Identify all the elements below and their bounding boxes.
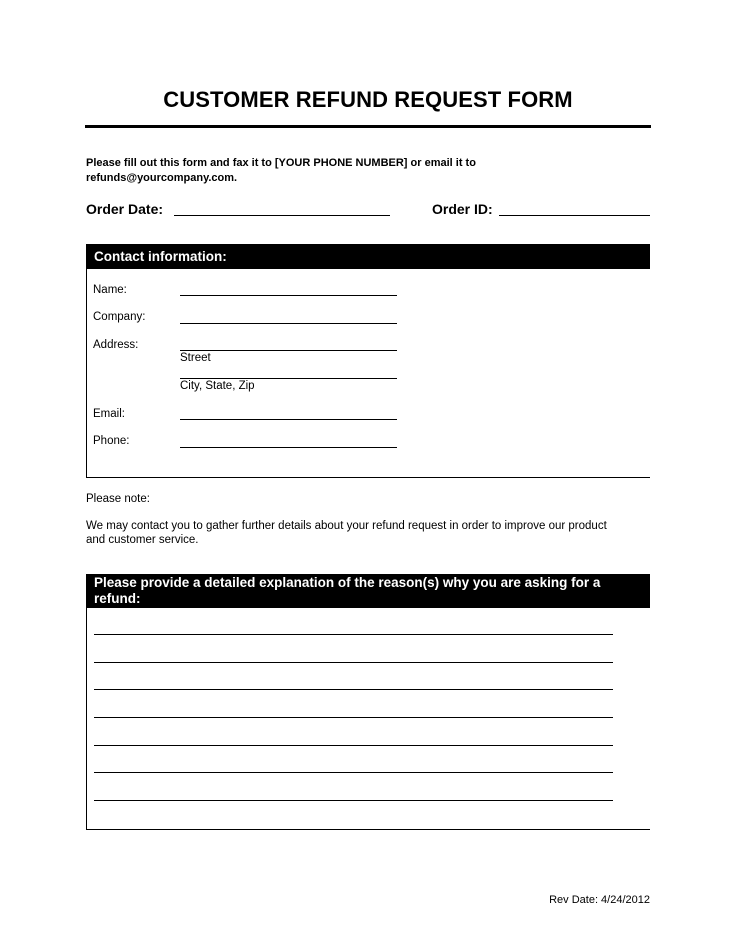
email-field[interactable]: [180, 419, 397, 420]
intro-line-2: refunds@yourcompany.com.: [86, 172, 238, 184]
intro-text: [86, 156, 566, 186]
email-label: Email:: [93, 408, 125, 420]
refund-reason-section: [86, 574, 650, 830]
refund-reason-heading-line-2: refund:: [94, 591, 141, 606]
title-underline: [85, 125, 651, 128]
reason-line-5[interactable]: [94, 745, 613, 746]
form-title: CUSTOMER REFUND REQUEST FORM: [163, 87, 573, 112]
name-label: Name:: [93, 284, 127, 296]
reason-line-6[interactable]: [94, 772, 613, 773]
note-body-line-1: We may contact you to gather further details about your refund request in order to improve our product: [86, 520, 607, 532]
note-body-line-2: and customer service.: [86, 534, 199, 546]
reason-line-4[interactable]: [94, 717, 613, 718]
city-state-zip-label: City, State, Zip: [180, 380, 255, 392]
city-state-zip-field[interactable]: [180, 378, 397, 379]
revision-date: Rev Date: 4/24/2012: [549, 894, 650, 906]
note-body: [86, 519, 646, 547]
street-label: Street: [180, 352, 211, 364]
refund-reason-heading-line-1: Please provide a detailed explanation of the reason(s) why you are asking for a: [94, 575, 601, 590]
order-id-field[interactable]: [499, 215, 650, 216]
name-field[interactable]: [180, 295, 397, 296]
company-label: Company:: [93, 311, 146, 323]
reason-line-2[interactable]: [94, 662, 613, 663]
street-field[interactable]: [180, 350, 397, 351]
note-heading: Please note:: [86, 493, 150, 505]
phone-field[interactable]: [180, 447, 397, 448]
order-date-label: Order Date:: [86, 201, 164, 217]
refund-reason-heading: [87, 574, 650, 608]
company-field[interactable]: [180, 323, 397, 324]
contact-section: [86, 244, 650, 478]
contact-section-heading: Contact information:: [87, 244, 650, 269]
order-date-field[interactable]: [174, 215, 390, 216]
phone-label: Phone:: [93, 435, 130, 447]
reason-line-7[interactable]: [94, 800, 613, 801]
intro-line-1: Please fill out this form and fax it to [YOUR PHONE NUMBER] or email it to: [86, 157, 476, 169]
order-id-label: Order ID:: [432, 201, 493, 217]
reason-line-1[interactable]: [94, 634, 613, 635]
reason-line-3[interactable]: [94, 689, 613, 690]
address-label: Address:: [93, 339, 139, 351]
